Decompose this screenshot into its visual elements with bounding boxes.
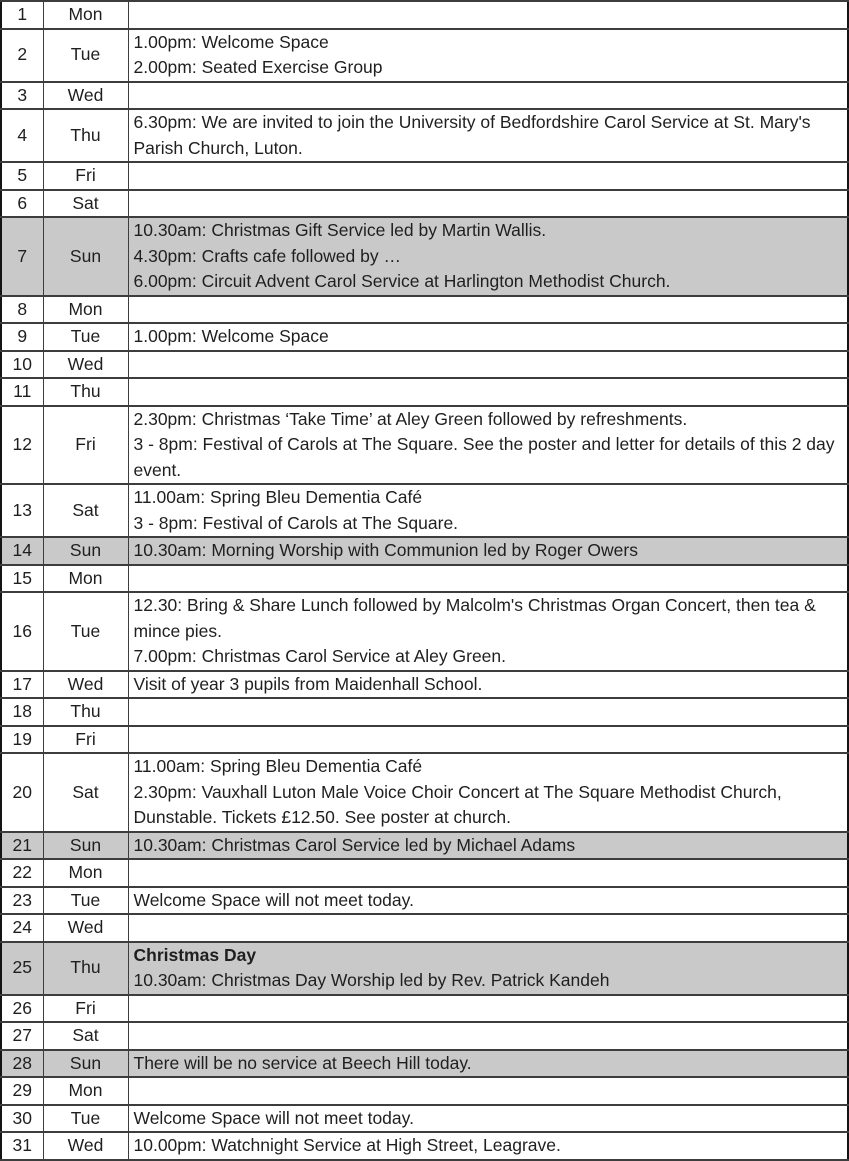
calendar-rows bbox=[1, 1, 848, 1160]
events-cell bbox=[128, 323, 848, 351]
table-row bbox=[1, 162, 848, 190]
table-row bbox=[1, 887, 848, 915]
day-number-cell: 18 bbox=[1, 698, 43, 726]
events-cell bbox=[128, 162, 848, 190]
day-number-cell: 11 bbox=[1, 378, 43, 406]
table-row bbox=[1, 323, 848, 351]
table-row bbox=[1, 537, 848, 565]
events-cell bbox=[128, 565, 848, 593]
day-number-cell: 24 bbox=[1, 914, 43, 942]
table-row bbox=[1, 1132, 848, 1160]
event-line: 12.30: Bring & Share Lunch followed by Malcolm's Christmas Organ Concert, then tea & mince pies. bbox=[133, 595, 816, 641]
table-row bbox=[1, 406, 848, 485]
day-number-cell: 21 bbox=[1, 832, 43, 860]
table-row bbox=[1, 1050, 848, 1078]
table-row bbox=[1, 29, 848, 82]
event-line: 10.30am: Morning Worship with Communion led by Roger Owers bbox=[133, 540, 638, 560]
events-cell bbox=[128, 351, 848, 379]
event-line: 6.30pm: We are invited to join the University of Bedfordshire Carol Service at St. Mary's Parish Church, Luton. bbox=[133, 112, 811, 158]
day-number-cell: 29 bbox=[1, 1077, 43, 1105]
day-number-cell: 26 bbox=[1, 995, 43, 1023]
events-cell bbox=[128, 887, 848, 915]
event-line: 2.00pm: Seated Exercise Group bbox=[133, 57, 383, 77]
events-cell bbox=[128, 296, 848, 324]
table-row bbox=[1, 832, 848, 860]
weekday-cell: Wed bbox=[43, 82, 128, 110]
weekday-cell: Wed bbox=[43, 914, 128, 942]
weekday-cell: Fri bbox=[43, 162, 128, 190]
day-number-cell: 3 bbox=[1, 82, 43, 110]
day-number-cell: 5 bbox=[1, 162, 43, 190]
day-number-cell: 4 bbox=[1, 109, 43, 162]
weekday-cell: Mon bbox=[43, 1, 128, 29]
weekday-cell: Sun bbox=[43, 1050, 128, 1078]
events-cell bbox=[128, 537, 848, 565]
event-line: There will be no service at Beech Hill today. bbox=[133, 1052, 472, 1073]
table-row bbox=[1, 753, 848, 832]
event-line: Visit of year 3 pupils from Maidenhall School. bbox=[133, 673, 483, 694]
day-number-cell: 6 bbox=[1, 190, 43, 218]
event-line: 3 - 8pm: Festival of Carols at The Square. See the poster and letter for details of this 2 day event. bbox=[133, 434, 835, 480]
day-number-cell: 28 bbox=[1, 1050, 43, 1078]
events-cell bbox=[128, 190, 848, 218]
weekday-cell: Tue bbox=[43, 887, 128, 915]
events-cell bbox=[128, 1105, 848, 1133]
day-number-cell: 14 bbox=[1, 537, 43, 565]
weekday-cell: Mon bbox=[43, 859, 128, 887]
table-row bbox=[1, 995, 848, 1023]
events-cell bbox=[128, 217, 848, 296]
table-row bbox=[1, 859, 848, 887]
table-row bbox=[1, 1, 848, 29]
events-cell bbox=[128, 726, 848, 754]
table-row bbox=[1, 592, 848, 671]
events-cell bbox=[128, 698, 848, 726]
table-row bbox=[1, 484, 848, 537]
weekday-cell: Tue bbox=[43, 323, 128, 351]
events-cell bbox=[128, 109, 848, 162]
event-line: Christmas Day bbox=[133, 944, 257, 965]
weekday-cell: Sat bbox=[43, 753, 128, 832]
day-number-cell: 19 bbox=[1, 726, 43, 754]
table-row bbox=[1, 351, 848, 379]
day-number-cell: 13 bbox=[1, 484, 43, 537]
weekday-cell: Wed bbox=[43, 351, 128, 379]
events-cell bbox=[128, 914, 848, 942]
event-line: 10.30am: Christmas Carol Service led by Michael Adams bbox=[133, 834, 576, 855]
weekday-cell: Wed bbox=[43, 671, 128, 699]
event-line: 10.30am: Christmas Day Worship led by Rev. Patrick Kandeh bbox=[133, 970, 610, 990]
weekday-cell: Fri bbox=[43, 406, 128, 485]
day-number-cell: 25 bbox=[1, 942, 43, 995]
day-number-cell: 22 bbox=[1, 859, 43, 887]
weekday-cell: Mon bbox=[43, 565, 128, 593]
events-cell bbox=[128, 859, 848, 887]
event-line: 3 - 8pm: Festival of Carols at The Square. bbox=[133, 512, 459, 533]
table-row bbox=[1, 217, 848, 296]
day-number-cell: 15 bbox=[1, 565, 43, 593]
events-cell bbox=[128, 29, 848, 82]
day-number-cell: 16 bbox=[1, 592, 43, 671]
weekday-cell: Sat bbox=[43, 484, 128, 537]
weekday-cell: Wed bbox=[43, 1132, 128, 1160]
day-number-cell: 8 bbox=[1, 296, 43, 324]
day-number-cell: 1 bbox=[1, 1, 43, 29]
event-line: Welcome Space will not meet today. bbox=[133, 1107, 414, 1128]
event-line: 6.00pm: Circuit Advent Carol Service at Harlington Methodist Church. bbox=[133, 271, 671, 291]
weekday-cell: Tue bbox=[43, 592, 128, 671]
day-number-cell: 27 bbox=[1, 1022, 43, 1050]
day-number-cell: 10 bbox=[1, 351, 43, 379]
events-cell bbox=[128, 406, 848, 485]
table-row bbox=[1, 190, 848, 218]
day-number-cell: 7 bbox=[1, 217, 43, 296]
table-row bbox=[1, 1022, 848, 1050]
weekday-cell: Thu bbox=[43, 378, 128, 406]
day-number-cell: 20 bbox=[1, 753, 43, 832]
weekday-cell: Mon bbox=[43, 1077, 128, 1105]
table-row bbox=[1, 109, 848, 162]
events-cell bbox=[128, 1, 848, 29]
event-line: 2.30pm: Christmas ‘Take Time’ at Aley Green followed by refreshments. bbox=[133, 408, 688, 429]
events-cell bbox=[128, 1050, 848, 1078]
event-line: 1.00pm: Welcome Space bbox=[133, 31, 329, 52]
weekday-cell: Tue bbox=[43, 1105, 128, 1133]
weekday-cell: Fri bbox=[43, 726, 128, 754]
table-row bbox=[1, 671, 848, 699]
event-line: 7.00pm: Christmas Carol Service at Aley Green. bbox=[133, 646, 507, 666]
day-number-cell: 9 bbox=[1, 323, 43, 351]
day-number-cell: 17 bbox=[1, 671, 43, 699]
table-row bbox=[1, 1077, 848, 1105]
day-number-cell: 2 bbox=[1, 29, 43, 82]
event-line: 10.00pm: Watchnight Service at High Street, Leagrave. bbox=[133, 1135, 561, 1155]
day-number-cell: 30 bbox=[1, 1105, 43, 1133]
table-row bbox=[1, 378, 848, 406]
table-row bbox=[1, 82, 848, 110]
events-cell bbox=[128, 82, 848, 110]
events-cell bbox=[128, 753, 848, 832]
weekday-cell: Sun bbox=[43, 537, 128, 565]
events-cell bbox=[128, 378, 848, 406]
weekday-cell: Thu bbox=[43, 698, 128, 726]
events-cell bbox=[128, 592, 848, 671]
events-cell bbox=[128, 1022, 848, 1050]
weekday-cell: Fri bbox=[43, 995, 128, 1023]
events-cell bbox=[128, 942, 848, 995]
events-cell bbox=[128, 1077, 848, 1105]
table-row bbox=[1, 296, 848, 324]
table-row bbox=[1, 565, 848, 593]
table-row bbox=[1, 1105, 848, 1133]
table-row bbox=[1, 914, 848, 942]
weekday-cell: Mon bbox=[43, 296, 128, 324]
event-line: Welcome Space will not meet today. bbox=[133, 889, 414, 910]
weekday-cell: Sat bbox=[43, 1022, 128, 1050]
event-line: 2.30pm: Vauxhall Luton Male Voice Choir Concert at The Square Methodist Church, Dunstable. Tickets £12.50. See poster at church. bbox=[133, 781, 782, 827]
event-line: 1.00pm: Welcome Space bbox=[133, 326, 329, 346]
weekday-cell: Sun bbox=[43, 832, 128, 860]
weekday-cell: Sun bbox=[43, 217, 128, 296]
day-number-cell: 31 bbox=[1, 1132, 43, 1160]
events-cell bbox=[128, 1132, 848, 1160]
day-number-cell: 23 bbox=[1, 887, 43, 915]
weekday-cell: Thu bbox=[43, 942, 128, 995]
events-cell bbox=[128, 671, 848, 699]
day-number-cell: 12 bbox=[1, 406, 43, 485]
table-row bbox=[1, 726, 848, 754]
weekday-cell: Tue bbox=[43, 29, 128, 82]
weekday-cell: Sat bbox=[43, 190, 128, 218]
table-row bbox=[1, 698, 848, 726]
events-cell bbox=[128, 484, 848, 537]
event-line: 4.30pm: Crafts cafe followed by … bbox=[133, 245, 401, 266]
events-cell bbox=[128, 832, 848, 860]
weekday-cell: Thu bbox=[43, 109, 128, 162]
event-line: 10.30am: Christmas Gift Service led by Martin Wallis. bbox=[133, 220, 547, 240]
event-line: 11.00am: Spring Bleu Dementia Café bbox=[133, 756, 423, 776]
table-row bbox=[1, 942, 848, 995]
events-cell bbox=[128, 995, 848, 1023]
event-line: 11.00am: Spring Bleu Dementia Café bbox=[133, 487, 423, 507]
